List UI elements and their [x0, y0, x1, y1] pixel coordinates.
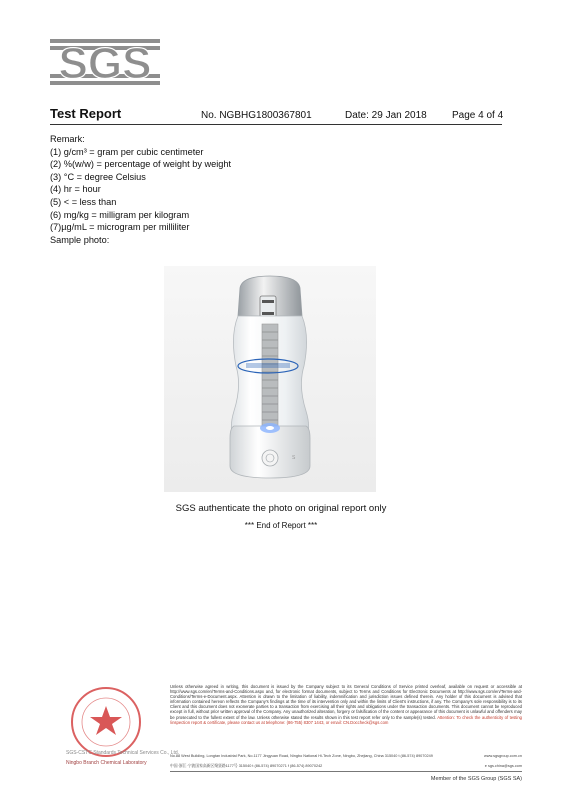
sgs-logo-text: SGS: [58, 39, 152, 86]
remark-item: (3) °C = degree Celsius: [50, 171, 146, 182]
footer-rule: [170, 771, 522, 772]
contact-address-cn: 中国·浙江·宁波国家高新区聚贤路1177号 315040 t (86-574) 89070271 f (86-574) 89070242: [170, 764, 323, 768]
contact-line: [170, 754, 522, 758]
contact-email: e sgs.china@sgs.com: [484, 764, 522, 768]
remark-item: (1) g/cm³ = gram per cubic centimeter: [50, 146, 204, 157]
page-number: Page 4 of 4: [452, 110, 504, 121]
remarks-block: [50, 133, 231, 246]
end-of-report: *** End of Report ***: [244, 521, 318, 530]
sample-photo-label: Sample photo:: [50, 234, 110, 245]
contact-address: No.88 West Building, Longtan Industrial Park, No.1177 Jingyuan Road, Ningbo National Hi-Tech Zone, Ningbo, Zhejiang, China 315040 t (86-574) 89070249: [170, 754, 433, 758]
contact-line: [170, 764, 522, 769]
legal-disclaimer: [170, 684, 522, 725]
sgs-logo: [50, 30, 160, 86]
report-date: Date: 29 Jan 2018: [345, 110, 427, 121]
power-button-icon: [262, 450, 278, 466]
stamp-company-text: SGS-CSTC Standards Technical Services Co., Ltd.: [66, 750, 180, 756]
remark-item: (5) < = less than: [50, 196, 117, 207]
remarks-label: Remark:: [50, 134, 85, 144]
sample-photo: [164, 266, 376, 492]
stamp-branch-text: Ningbo Branch Chemical Laboratory: [66, 760, 147, 766]
header-rule: [50, 124, 502, 125]
report-title: Test Report: [50, 106, 122, 121]
base-logo-mark: S: [292, 455, 296, 461]
remark-item: (6) mg/kg = milligram per kilogram: [50, 209, 190, 220]
report-number: No. NGBHG1800367801: [201, 110, 312, 121]
remark-item: (7)µg/mL = microgram per milliliter: [50, 222, 190, 233]
remark-item: (2) %(w/w) = percentage of weight by weight: [50, 159, 232, 170]
contact-website: www.sgsgroup.com.cn: [484, 754, 522, 758]
photo-caption: SGS authenticate the photo on original report only: [175, 503, 387, 514]
legal-text: Unless otherwise agreed in writing, this document is issued by the Company subject to its General Conditions of Service printed overleaf, available on request or accessible at http://www.sgs.com/en/Terms-and-Conditions.aspx and, for electronic format documents, subject to Terms and Conditions for Electronic Documents at http://www.sgs.com/en/Terms-and-Conditions/Terms-e-Document.aspx. Attention is drawn to the limitation of liability, indemnification and jurisdiction issues defined therein. Any holder of this document is advised that information contained hereon reflects the Company's findings at the time of its intervention only and within the limits of Client's instructions, if any. The Company's sole responsibility is to its Client and this document does not exonerate parties to a transaction from exercising all their rights and obligations under the transaction documents. This document cannot be reproduced except in full, without prior written approval of the Company. Any unauthorized alteration, forgery or falsification of the content or appearance of this document is unlawful and offenders may be prosecuted to the fullest extent of the law. Unless otherwise stated the results shown in this test report refer only to the sample(s) tested.: [170, 684, 522, 720]
member-text: Member of the SGS Group (SGS SA): [430, 776, 522, 782]
star-icon: [90, 706, 122, 735]
attention-text: Attention: To check the authenticity of testing /inspection report & certificate, please contact us at telephone: (86-755) 8307 1443, or email: CN.Doccheck@sgs.com: [170, 714, 523, 725]
remark-item: (4) hr = hour: [50, 184, 101, 195]
